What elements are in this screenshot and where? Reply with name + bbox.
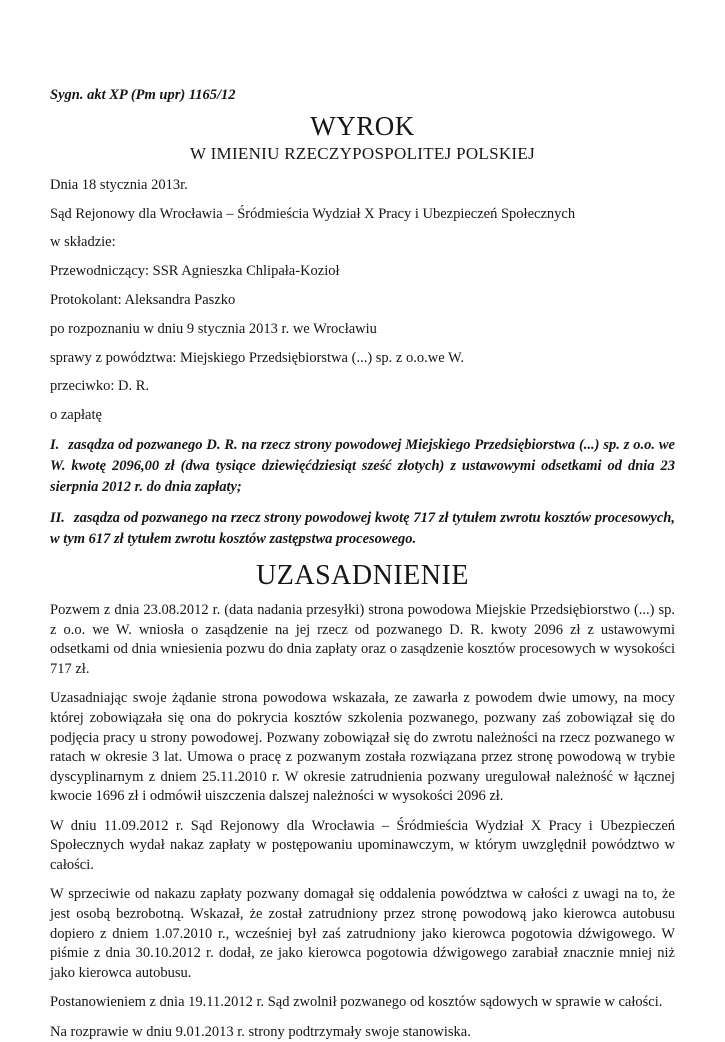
justification-paragraph-1: Pozwem z dnia 23.08.2012 r. (data nadania przesyłki) strona powodowa Miejskie Przedsiębiorstwo (...) sp. z o.o. we W. wniosła o zasądzenie na jej rzecz od pozwanego D. R. kwoty 2096 zł z ustawowymi odsetkami od dnia wniesienia pozwu do dnia zapłaty oraz o zasądzenie kosztów procesowych w wysokości 717 zł. <box>50 602 675 677</box>
case-number: Sygn. akt XP (Pm upr) 1165/12 <box>50 87 236 103</box>
justification-paragraph-5: Postanowieniem z dnia 19.11.2012 r. Sąd zwolnił pozwanego od kosztów sądowych w sprawie w całości. <box>50 994 663 1011</box>
justification-paragraph-3: W dniu 11.09.2012 r. Sąd Rejonowy dla Wrocławia – Śródmieścia Wydział X Pracy i Ubezpieczeń Społecznych wydał nakaz zapłaty w postępowaniu upominawczym, w którym uwzględnił powództwo w całości. <box>50 817 675 873</box>
meta-line-date: Dnia 18 stycznia 2013r. <box>50 176 188 193</box>
meta-line-court: Sąd Rejonowy dla Wrocławia – Śródmieścia Wydział X Pracy i Ubezpieczeń Społecznych <box>50 205 576 222</box>
meta-line-composition: w składzie: <box>50 234 116 251</box>
justification-paragraph-6: Na rozprawie w dniu 9.01.2013 r. strony podtrzymały swoje stanowiska. <box>50 1023 471 1040</box>
meta-line-subject: o zapłatę <box>50 407 102 424</box>
meta-line-clerk: Protokolant: Aleksandra Paszko <box>50 291 236 308</box>
verdict-item-2-text: zasądza od pozwanego na rzecz strony powodowej kwotę 717 zł tytułem zwrotu kosztów procesowych, w tym 617 zł tytułem zwrotu kosztów zastępstwa procesowego. <box>50 509 675 547</box>
judgment-subtitle: W IMIENIU RZECZYPOSPOLITEJ POLSKIEJ <box>190 143 535 163</box>
justification-paragraph-2: Uzasadniając swoje żądanie strona powodowa wskazała, ze zawarła z powodem dwie umowy, na mocy której zobowiązała się ona do pokrycia kosztów szkolenia pozwanego, pozwany zaś zobowiązał się do podjęcia pracy u strony powodowej. Pozwany zobowiązał się do zwrotu należności na rzecz pozwanego w ratach w okresie 3 lat. Umowa o pracę z pozwanym została rozwiązana przez stronę powodową w trybie dyscyplinarnym z dniem 25.11.2010 r. W okresie zatrudnienia pozwany uregulował należność w łącznej kwocie 1696 zł i odmówił uiszczenia dalszej należności w wysokości 2096 zł. <box>50 690 675 805</box>
verdict-item-1-numeral: I. <box>50 436 60 453</box>
meta-line-claimant: sprawy z powództwa: Miejskiego Przedsiębiorstwa (...) sp. z o.o.we W. <box>50 349 464 366</box>
judgment-title: WYROK <box>310 110 415 141</box>
justification-paragraph-4: W sprzeciwie od nakazu zapłaty pozwany domagał się oddalenia powództwa w całości z uwagi na to, że jest osobą bezrobotną. Wskazał, że został zatrudniony przez stronę powodową jako kierowca autobusu dopiero z dniem 1.07.2010 r., wcześniej był zaś zatrudniony jako kierowca pogotowia dźwigowego. W piśmie z dnia 30.10.2012 r. dodał, ze jako kierowca pogotowia dźwigowego zarabiał znacznie mniej niż jako kierowca autobusu. <box>50 886 675 981</box>
meta-line-presiding-judge: Przewodniczący: SSR Agnieszka Chlipała-Kozioł <box>50 263 340 280</box>
verdict-item-2-numeral: II. <box>50 509 65 526</box>
verdict-item-1-text: zasądza od pozwanego D. R. na rzecz strony powodowej Miejskiego Przedsiębiorstwa (...) sp. z o.o. we W. kwotę 2096,00 zł (dwa tysiące dziewięćdziesiąt sześć złotych) z ustawowymi odsetkami od dnia 23 sierpnia 2012 r. do dnia zapłaty; <box>50 436 675 495</box>
meta-line-defendant: przeciwko: D. R. <box>50 378 150 395</box>
verdict-item-2 <box>50 508 675 550</box>
meta-line-hearing: po rozpoznaniu w dniu 9 stycznia 2013 r. we Wrocławiu <box>50 320 377 337</box>
verdict-item-1 <box>50 435 675 498</box>
justification-title: UZASADNIENIE <box>256 559 469 591</box>
